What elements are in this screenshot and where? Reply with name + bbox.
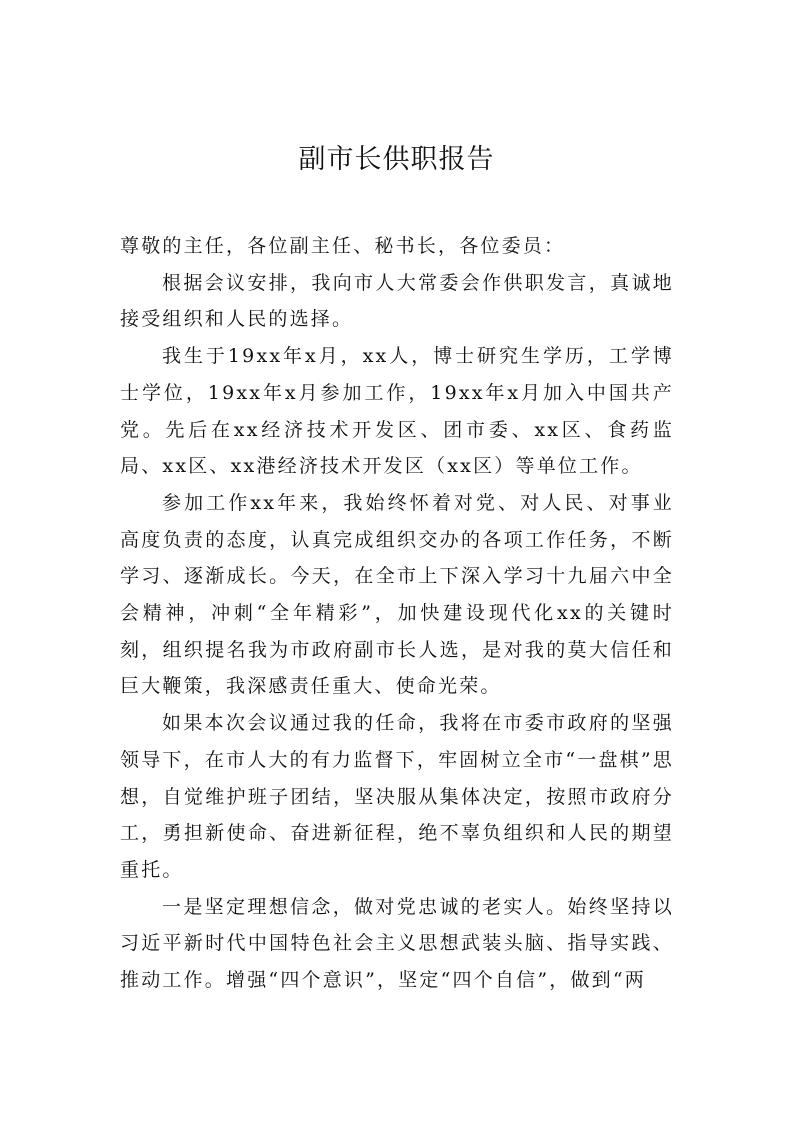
paragraph-career-reflection: 参加工作xx年来，我始终怀着对党、对人民、对事业高度负责的态度，认真完成组织交办的各项工作任务，不断学习、逐渐成长。今天，在全市上下深入学习十九届六中全会精神，冲刺“全年精彩”，加快建设现代化xx的关键时刻，组织提名我为市政府副市长人选，是对我的莫大信任和巨大鞭策，我深感责任重大、使命光荣。 — [120, 491, 674, 698]
paragraph-appointment-intro: 根据会议安排，我向市人大常委会作供职发言，真诚地接受组织和人民的选择。 — [120, 271, 674, 331]
paragraph-biography: 我生于19xx年x月，xx人，博士研究生学历，工学博士学位，19xx年x月参加工作，19xx年x月加入中国共产党。先后在xx经济技术开发区、团市委、xx区、食药监局、xx区、xx港经济技术开发区（xx区）等单位工作。 — [120, 345, 674, 478]
document-title: 副市长供职报告 — [298, 144, 495, 175]
document-body — [120, 228, 674, 999]
paragraph-point-one: 一是坚定理想信念，做对党忠诚的老实人。始终坚持以习近平新时代中国特色社会主义思想武装头脑、指导实践、推动工作。增强“四个意识”，坚定“四个自信”，做到“两 — [120, 895, 674, 992]
paragraph-commitment: 如果本次会议通过我的任命，我将在市委市政府的坚强领导下，在市人大的有力监督下，牢固树立全市“一盘棋”思想，自觉维护班子团结，坚决服从集体决定，按照市政府分工，勇担新使命、奋进新征程，绝不辜负组织和人民的期望重托。 — [120, 712, 674, 881]
salutation: 尊敬的主任，各位副主任、秘书长，各位委员： — [120, 235, 566, 257]
